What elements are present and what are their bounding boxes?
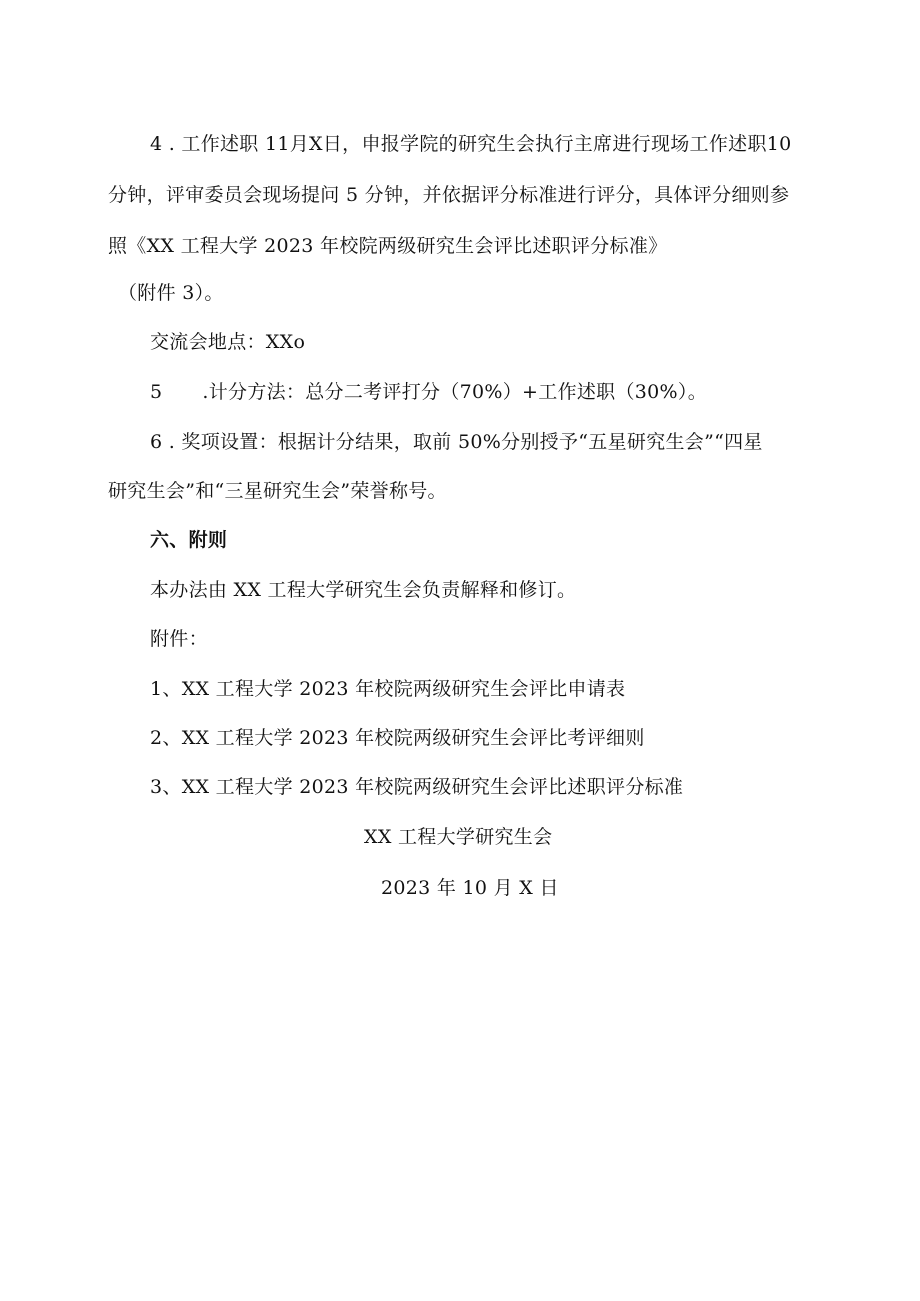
attachment-item-2: 2、XX 工程大学 2023 年校院两级研究生会评比考评细则: [150, 727, 645, 749]
item5: [150, 380, 707, 404]
attachment-item-1: 1、XX 工程大学 2023 年校院两级研究生会评比申请表: [150, 678, 626, 700]
item4-line3: 照《XX 工程大学 2023 年校院两级研究生会评比述职评分标准》: [108, 235, 668, 257]
section6-heading: 六、附则: [150, 529, 228, 551]
signature-organization: XX 工程大学研究生会: [364, 826, 553, 848]
item5-number: 5: [150, 381, 163, 403]
attachments-label: 附件：: [150, 628, 208, 650]
item5-text: .计分方法：总分二考评打分（70%）+工作述职（30%）。: [202, 381, 708, 403]
item6-line1: 6 . 奖项设置：根据计分结果，取前 50%分别授予“五星研究生会”“四星: [150, 431, 763, 453]
venue-text: 交流会地点：XXo: [150, 331, 306, 353]
item6-line2: 研究生会”和“三星研究生会”荣誉称号。: [108, 480, 447, 502]
section6-text: 本办法由 XX 工程大学研究生会负责解释和修订。: [150, 579, 577, 601]
signature-date: 2023 年 10 月 X 日: [381, 877, 559, 899]
attachment-item-3: 3、XX 工程大学 2023 年校院两级研究生会评比述职评分标准: [150, 776, 684, 798]
item4-line2: 分钟，评审委员会现场提问 5 分钟，并依据评分标准进行评分，具体评分细则参: [108, 184, 790, 206]
item4-line1: 4 . 工作述职 11月X日，申报学院的研究生会执行主席进行现场工作述职10: [150, 133, 792, 155]
item4-line4: （附件 3）。: [118, 282, 224, 304]
